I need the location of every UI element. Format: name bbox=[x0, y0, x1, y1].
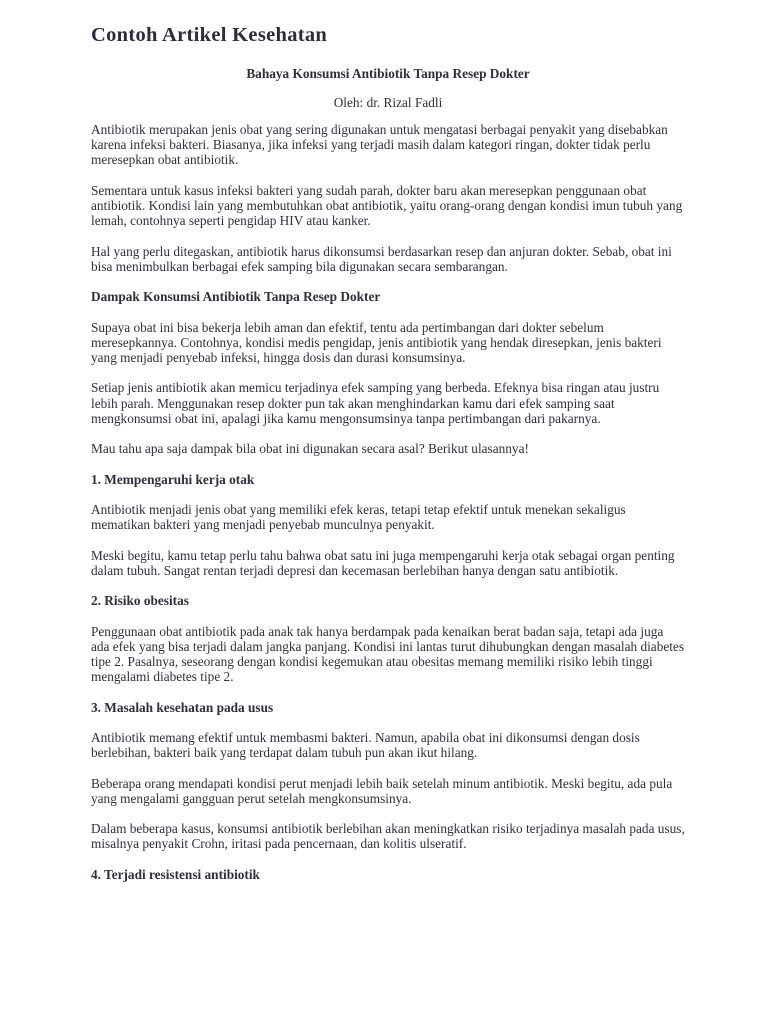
paragraph: Sementara untuk kasus infeksi bakteri yang sudah parah, dokter baru akan meresepkan penggunaan obat antibiotik. Kondisi lain yang membutuhkan obat antibiotik, yaitu orang-orang dengan kondisi imun tubuh yang lemah, contohnya seperti pengidap HIV atau kanker. bbox=[91, 182, 683, 229]
paragraph: Antibiotik memang efektif untuk membasmi bakteri. Namun, apabila obat ini dikonsumsi dengan dosis berlebihan, bakteri baik yang terdapat dalam tubuh pun akan ikut hilang. bbox=[91, 729, 640, 761]
section-heading: Dampak Konsumsi Antibiotik Tanpa Resep Dokter bbox=[91, 289, 381, 305]
subsection-heading: 3. Masalah kesehatan pada usus bbox=[91, 699, 274, 715]
paragraph: Dalam beberapa kasus, konsumsi antibiotik berlebihan akan meningkatkan risiko terjadinya masalah pada usus, misalnya penyakit Crohn, iritasi pada pencernaan, dan kolitis ulseratif. bbox=[91, 821, 685, 852]
document-page bbox=[91, 22, 685, 897]
paragraph: Beberapa orang mendapati kondisi perut menjadi lebih baik setelah minum antibiotik. Meski begitu, ada pula yang mengalami gangguan perut setelah mengkonsumsinya. bbox=[91, 775, 673, 806]
document-title: Contoh Artikel Kesehatan bbox=[91, 24, 328, 46]
paragraph: Antibiotik merupakan jenis obat yang sering digunakan untuk mengatasi berbagai penyakit yang disebabkan karena infeksi bakteri. Biasanya, jika infeksi yang terjadi masih dalam kategori ringan, dokter tidak perlu meresepkan obat antibiotik. bbox=[91, 122, 668, 168]
paragraph: Mau tahu apa saja dampak bila obat ini digunakan secara asal? Berikut ulasannya! bbox=[91, 441, 529, 457]
subsection-heading: 2. Risiko obesitas bbox=[91, 593, 189, 609]
paragraph: Setiap jenis antibiotik akan memicu terjadinya efek samping yang berbeda. Efeknya bisa ringan atau justru lebih parah. Menggunakan resep dokter pun tak akan menghindarkan kamu dari efek samping saat mengkonsumsi obat ini, apalagi jika kamu mengonsumsinya tanpa pertimbangan dari pakarnya. bbox=[91, 380, 660, 426]
subsection-heading: 4. Terjadi resistensi antibiotik bbox=[91, 866, 260, 882]
paragraph: Meski begitu, kamu tetap perlu tahu bahwa obat satu ini juga mempengaruhi kerja otak sebagai organ penting dalam tubuh. Sangat rentan terjadi depresi dan kecemasan berlebihan hanya dengan satu antibiotik. bbox=[91, 547, 675, 578]
paragraph: Penggunaan obat antibiotik pada anak tak hanya berdampak pada kenaikan berat badan saja, tetapi ada juga ada efek yang bisa terjadi dalam jangka panjang. Kondisi ini lantas turut dihubungkan dengan masalah diabetes tipe 2. Pasalnya, seseorang dengan kondisi kegemukan atau obesitas memang memiliki risiko lebih tinggi mengalami diabetes tipe 2. bbox=[91, 623, 685, 685]
article-title: Bahaya Konsumsi Antibiotik Tanpa Resep Dokter bbox=[246, 66, 530, 81]
subsection-heading: 1. Mempengaruhi kerja otak bbox=[91, 471, 255, 487]
paragraph: Supaya obat ini bisa bekerja lebih aman dan efektif, tentu ada pertimbangan dari dokter sebelum meresepkannya. Contohnya, kondisi medis pengidap, jenis antibiotik yang hendak diresepkan, jenis bakteri yang menjadi penyebab infeksi, hingga dosis dan durasi konsumsinya. bbox=[91, 319, 662, 365]
paragraph: Hal yang perlu ditegaskan, antibiotik harus dikonsumsi berdasarkan resep dan anjuran dokter. Sebab, obat ini bisa menimbulkan berbagai efek samping bila digunakan secara sembarangan. bbox=[91, 243, 672, 274]
paragraph: Antibiotik menjadi jenis obat yang memiliki efek keras, tetapi tetap efektif untuk menekan sekaligus mematikan bakteri yang menjadi penyebab munculnya penyakit. bbox=[91, 501, 626, 533]
article-author: Oleh: dr. Rizal Fadli bbox=[333, 95, 443, 110]
